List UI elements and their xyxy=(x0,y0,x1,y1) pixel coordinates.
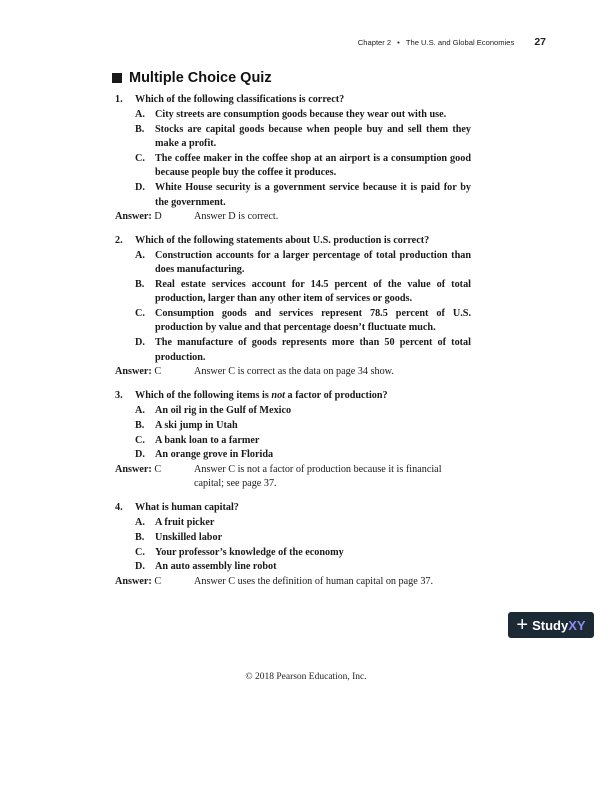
question-4 xyxy=(115,501,471,590)
question-number: 2. xyxy=(115,234,123,246)
page-number: 27 xyxy=(534,36,546,48)
answer-letter: C xyxy=(154,464,162,476)
running-head xyxy=(358,36,546,48)
option-text: An orange grove in Florida xyxy=(155,449,274,461)
option-letter: A. xyxy=(135,404,145,416)
option-a xyxy=(115,249,471,278)
option-d xyxy=(115,181,471,210)
option-b xyxy=(115,531,471,545)
options-list xyxy=(115,108,471,210)
options-list xyxy=(115,516,471,575)
answer-prefix: Answer: xyxy=(115,211,152,223)
answer-prefix: Answer: xyxy=(115,464,152,476)
question-number: 4. xyxy=(115,501,123,513)
copyright-footer: © 2018 Pearson Education, Inc. xyxy=(245,672,367,682)
option-a xyxy=(115,404,471,418)
option-letter: A. xyxy=(135,249,145,261)
answer-label xyxy=(115,365,194,379)
question-stem xyxy=(115,93,471,107)
option-text: Construction accounts for a larger percentage of total production than does manufacturing. xyxy=(155,249,471,276)
option-letter: B. xyxy=(135,531,145,543)
option-d xyxy=(115,336,471,365)
option-text: The manufacture of goods represents more than 50 percent of total production. xyxy=(155,337,471,363)
option-letter: A. xyxy=(135,109,145,121)
answer-explanation: Answer C is not a factor of production because it is financial capital; see page 37. xyxy=(194,464,442,490)
option-text: Your professor’s knowledge of the economy xyxy=(155,546,344,558)
option-text: Real estate services account for 14.5 percent of the value of total production, larger than any other item of services or goods. xyxy=(155,279,471,305)
answer-explanation: Answer C uses the definition of human capital on page 37. xyxy=(194,576,434,588)
answer-row xyxy=(115,210,471,224)
option-letter: D. xyxy=(135,449,145,461)
option-text: An auto assembly line robot xyxy=(155,561,277,573)
option-b xyxy=(115,278,471,307)
answer-letter: D xyxy=(154,211,162,223)
option-c xyxy=(115,307,471,336)
option-letter: C. xyxy=(135,434,145,446)
answer-letter: C xyxy=(154,576,162,588)
question-text xyxy=(135,389,471,403)
studyxy-watermark xyxy=(508,612,594,638)
option-letter: D. xyxy=(135,337,145,349)
option-text: A fruit picker xyxy=(155,517,215,529)
option-text: Unskilled labor xyxy=(155,531,223,543)
answer-prefix: Answer: xyxy=(115,576,152,588)
options-list xyxy=(115,404,471,463)
question-3 xyxy=(115,389,471,492)
answer-row xyxy=(115,463,471,492)
question-text: Which of the following classifications is correct? xyxy=(135,94,345,105)
options-list xyxy=(115,249,471,365)
option-d xyxy=(115,560,471,574)
option-letter: B. xyxy=(135,419,145,431)
question-text: What is human capital? xyxy=(135,501,239,513)
question-number: 1. xyxy=(115,94,123,105)
answer-row xyxy=(115,575,471,589)
option-c xyxy=(115,152,471,181)
watermark-text: Study xyxy=(532,617,569,633)
question-text-before: Which of the following items is xyxy=(135,389,272,401)
option-letter: A. xyxy=(135,517,145,529)
chapter-title: The U.S. and Global Economies xyxy=(405,38,515,47)
question-text-emphasis: not xyxy=(271,389,285,401)
option-text: Stocks are capital goods because when people buy and sell them they make a profit. xyxy=(155,124,471,150)
answer-label xyxy=(115,210,194,224)
option-text: White House security is a government service because it is paid for by the government. xyxy=(155,182,471,208)
option-text: City streets are consumption goods because they wear out with use. xyxy=(155,109,447,121)
answer-label xyxy=(115,575,194,589)
option-text: A bank loan to a farmer xyxy=(155,434,260,446)
option-letter: B. xyxy=(135,279,145,291)
question-1 xyxy=(115,93,471,225)
option-b xyxy=(115,419,471,433)
option-a xyxy=(115,108,471,122)
answer-prefix: Answer: xyxy=(115,366,152,378)
option-letter: D. xyxy=(135,561,145,573)
option-b xyxy=(115,123,471,152)
option-c xyxy=(115,546,471,560)
answer-explanation: Answer C is correct as the data on page 34 show. xyxy=(194,366,394,378)
section-title: Multiple Choice Quiz xyxy=(129,70,272,86)
question-stem xyxy=(115,234,471,248)
square-bullet-icon xyxy=(112,73,122,83)
question-text: Which of the following statements about U.S. production is correct? xyxy=(135,234,430,246)
option-text: A ski jump in Utah xyxy=(155,419,238,431)
answer-label xyxy=(115,463,194,492)
answer-row xyxy=(115,365,471,379)
option-text: The coffee maker in the coffee shop at an airport is a consumption good because people buy the coffee it produces. xyxy=(155,153,471,179)
quiz xyxy=(115,93,471,599)
question-stem xyxy=(115,501,471,515)
question-2 xyxy=(115,234,471,380)
option-a xyxy=(115,516,471,530)
option-letter: C. xyxy=(135,308,145,320)
watermark-accent-text: XY xyxy=(568,617,586,633)
option-text: Consumption goods and services represent 78.5 percent of U.S. production by value and that percentage doesn’t fluctuate much. xyxy=(155,308,471,334)
question-stem xyxy=(115,389,471,403)
option-c xyxy=(115,434,471,448)
option-letter: C. xyxy=(135,546,145,558)
plus-icon: + xyxy=(516,614,529,636)
option-d xyxy=(115,448,471,462)
section-heading xyxy=(112,70,272,86)
option-letter: C. xyxy=(135,153,145,165)
option-letter: B. xyxy=(135,124,145,136)
option-letter: D. xyxy=(135,182,145,194)
answer-explanation: Answer D is correct. xyxy=(194,211,279,223)
question-text-after: a factor of production? xyxy=(285,389,388,401)
chapter-label: Chapter 2 xyxy=(357,38,392,47)
answer-letter: C xyxy=(154,366,162,378)
question-number: 3. xyxy=(115,389,123,401)
header-separator: • xyxy=(397,38,400,47)
option-text: An oil rig in the Gulf of Mexico xyxy=(155,404,292,416)
